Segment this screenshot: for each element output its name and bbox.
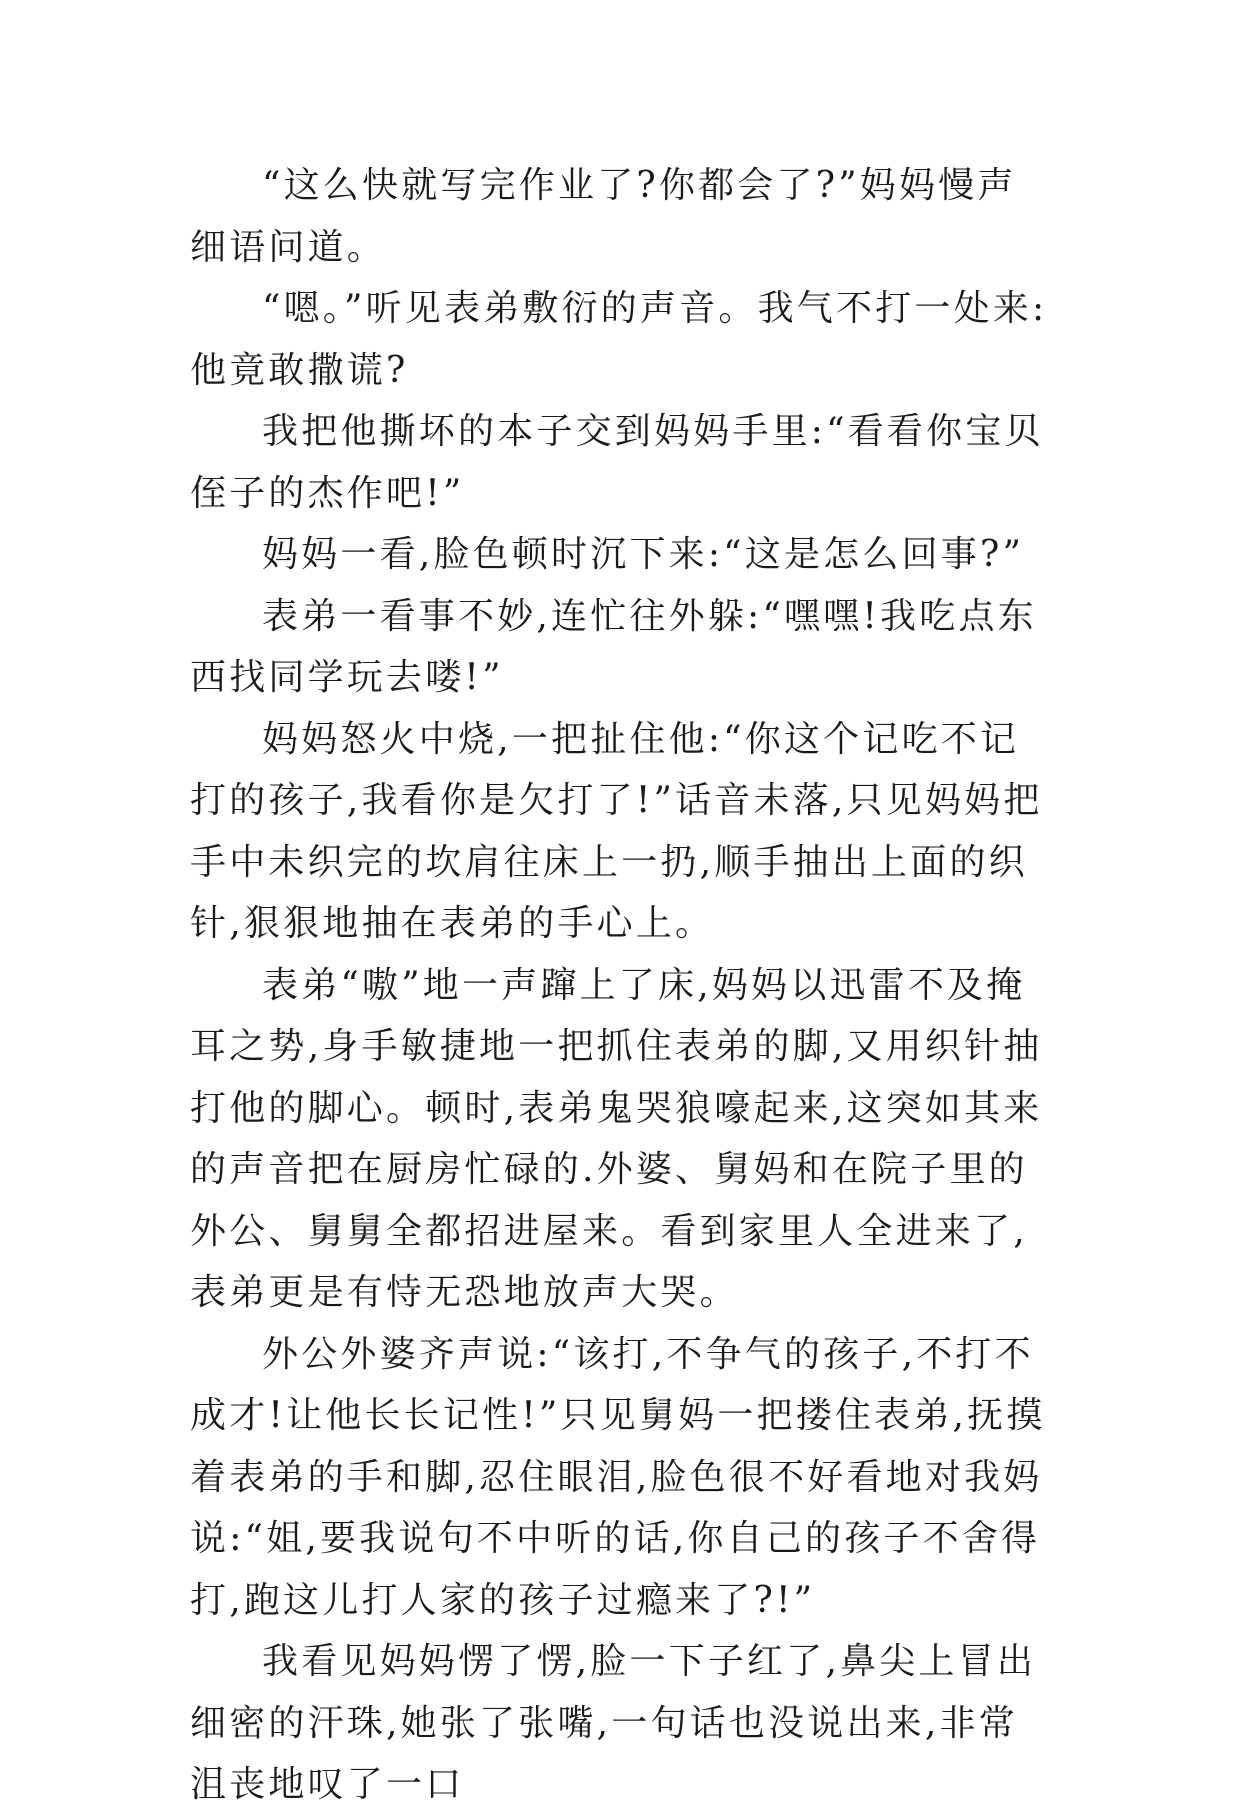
paragraph-6: 妈妈怒火中烧,一把扯住他:“你这个记吃不记打的孩子,我看你是欠打了!”话音未落,只见妈妈把手中未织完的坎肩往床上一扔,顺手抽出上面的织针,狠狠地抽在表弟的手心上。 <box>190 718 1043 944</box>
paragraph-9: 我看见妈妈愣了愣,脸一下子红了,鼻尖上冒出细密的汗珠,她张了张嘴,一句话也没说出来,非常沮丧地叹了一口 <box>190 1641 1037 1805</box>
paragraph-1: “这么快就写完作业了?你都会了?”妈妈慢声细语问道。 <box>190 165 1017 268</box>
paragraph-3: 我把他撕坏的本子交到妈妈手里:“看看你宝贝侄子的杰作吧!” <box>190 411 1044 514</box>
paragraph-4: 妈妈一看,脸色顿时沉下来:“这是怎么回事?” <box>262 534 1025 575</box>
paragraph-7: 表弟“嗷”地一声蹿上了床,妈妈以迅雷不及掩耳之势,身手敏捷地一把抓住表弟的脚,又用织针抽打他的脚心。顿时,表弟鬼哭狼嚎起来,这突如其来的声音把在厨房忙碌的.外婆、舅妈和在院子里的外公、舅舅全都招进屋来。看到家里人全进来了,表弟更是有恃无恐地放声大哭。 <box>190 964 1043 1313</box>
paragraph-5: 表弟一看事不妙,连忙往外躲:“嘿嘿!我吃点东西找同学玩去喽!” <box>190 595 1037 698</box>
paragraph-8: 外公外婆齐声说:“该打,不争气的孩子,不打不成才!让他长长记性!”只见舅妈一把搂住表弟,抚摸着表弟的手和脚,忍住眼泪,脸色很不好看地对我妈说:“姐,要我说句不中听的话,你自己的孩子不舍得打,跑这儿打人家的孩子过瘾来了?!” <box>190 1333 1046 1621</box>
body-text <box>190 155 1055 1816</box>
paragraph-2: “嗯。”听见表弟敷衍的声音。我气不打一处来:他竟敢撒谎? <box>190 288 1048 391</box>
